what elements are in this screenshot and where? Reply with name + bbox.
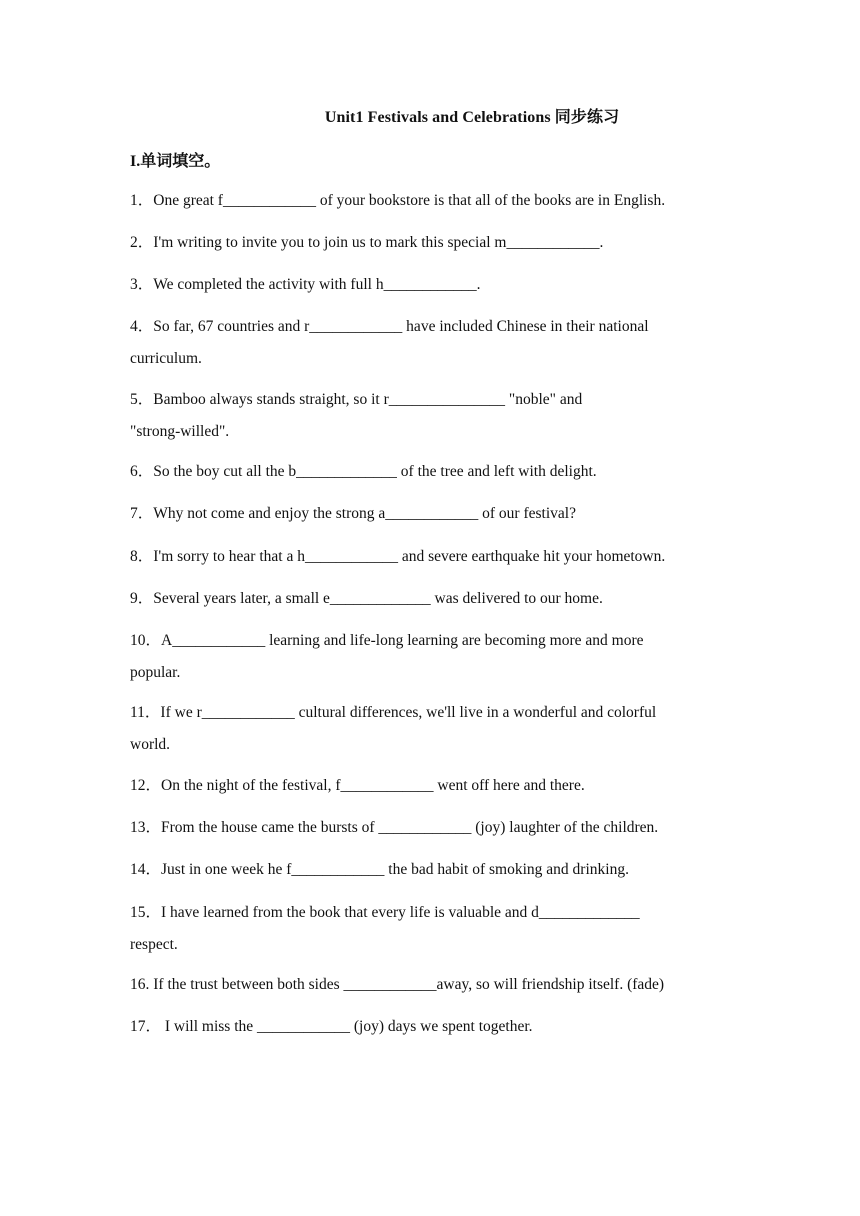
question-text: 15．I have learned from the book that every life is valuable and d_____________	[130, 904, 640, 921]
question-text-continued: popular.	[130, 664, 181, 681]
question-17	[130, 1011, 734, 1043]
question-text: 1．One great f____________ of your bookstore is that all of the books are in English.	[130, 192, 666, 209]
question-text: 11．If we r____________ cultural differences, we'll live in a wonderful and colorful	[130, 704, 657, 721]
question-15	[130, 897, 734, 961]
section-heading: I.单词填空。	[130, 153, 221, 170]
question-10	[130, 625, 734, 689]
question-text-continued: respect.	[130, 936, 178, 953]
question-12	[130, 770, 734, 802]
question-16	[130, 969, 734, 1001]
question-14	[130, 854, 734, 886]
question-text: 16. If the trust between both sides ____________away, so will friendship itself. (fade)	[130, 976, 665, 993]
question-text: 4．So far, 67 countries and r____________ have included Chinese in their national	[130, 318, 649, 335]
question-text-continued: "strong-willed".	[130, 423, 230, 440]
question-6	[130, 456, 734, 488]
question-3	[130, 269, 734, 301]
question-text: 17． I will miss the ____________ (joy) days we spent together.	[130, 1018, 533, 1035]
question-2	[130, 227, 734, 259]
question-text: 7．Why not come and enjoy the strong a____________ of our festival?	[130, 505, 576, 522]
question-text: 12．On the night of the festival, f____________ went off here and there.	[130, 777, 585, 794]
question-1	[130, 185, 734, 217]
question-text-continued: curriculum.	[130, 350, 202, 367]
question-4	[130, 311, 734, 375]
question-5	[130, 384, 734, 448]
question-text: 8．I'm sorry to hear that a h____________ and severe earthquake hit your hometown.	[130, 548, 666, 565]
question-text: 9．Several years later, a small e_____________ was delivered to our home.	[130, 590, 603, 607]
question-text: 10．A____________ learning and life-long learning are becoming more and more	[130, 632, 644, 649]
question-9	[130, 583, 734, 615]
question-text: 2．I'm writing to invite you to join us to mark this special m____________.	[130, 234, 604, 251]
question-11	[130, 697, 734, 761]
question-text: 3．We completed the activity with full h____________.	[130, 276, 481, 293]
question-text: 14．Just in one week he f____________ the bad habit of smoking and drinking.	[130, 861, 629, 878]
question-text-continued: world.	[130, 736, 171, 753]
question-13	[130, 812, 734, 844]
question-text: 5．Bamboo always stands straight, so it r_______________ "noble" and	[130, 391, 583, 408]
page-title: Unit1 Festivals and Celebrations 同步练习	[324, 109, 620, 126]
question-text: 6．So the boy cut all the b_____________ of the tree and left with delight.	[130, 463, 597, 480]
question-7	[130, 498, 734, 530]
question-text: 13．From the house came the bursts of ____________ (joy) laughter of the children.	[130, 819, 659, 836]
question-8	[130, 541, 734, 573]
